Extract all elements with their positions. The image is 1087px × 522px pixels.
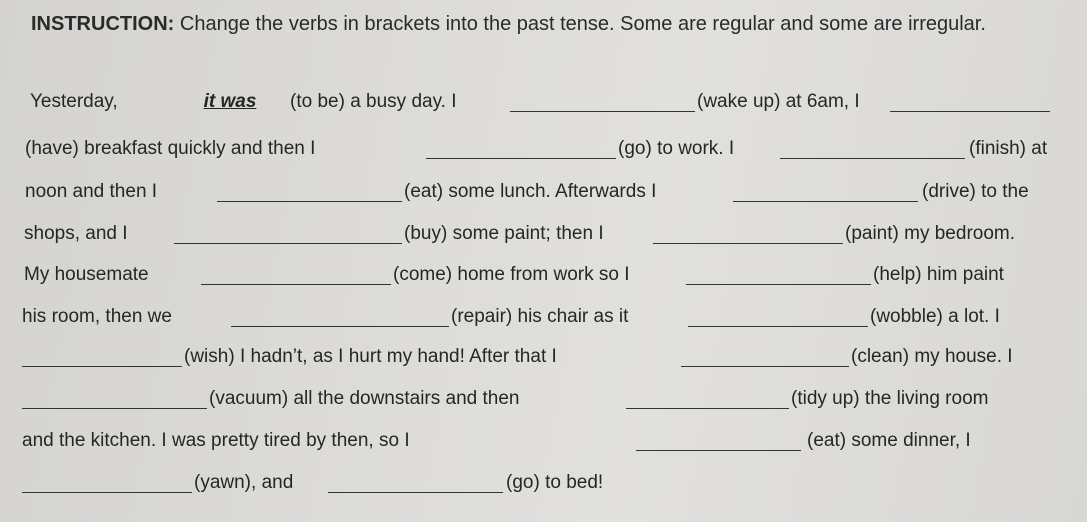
answer-blank[interactable] bbox=[510, 89, 695, 112]
answer-blank[interactable] bbox=[688, 304, 868, 327]
answer-blank[interactable] bbox=[201, 262, 391, 285]
text-segment: (yawn), and bbox=[194, 472, 294, 493]
text-segment: (wake up) at 6am, I bbox=[697, 91, 860, 112]
text-segment: (paint) my bedroom. bbox=[845, 223, 1016, 244]
text-segment: (eat) some lunch. Afterwards I bbox=[404, 181, 657, 202]
text-segment: (eat) some dinner, I bbox=[807, 430, 971, 451]
text-segment: (buy) some paint; then I bbox=[404, 223, 604, 244]
text-segment: (wobble) a lot. I bbox=[870, 306, 1000, 327]
answer-blank[interactable] bbox=[733, 179, 918, 202]
answer-blank[interactable] bbox=[636, 428, 801, 451]
text-segment: (come) home from work so I bbox=[393, 264, 630, 285]
text-segment: (help) him paint bbox=[873, 264, 1004, 285]
exercise-line-9 bbox=[22, 428, 1072, 456]
answer-blank[interactable] bbox=[217, 179, 402, 202]
exercise-line-3 bbox=[22, 179, 1072, 207]
text-segment: (drive) to the bbox=[922, 181, 1029, 202]
exercise-line-2 bbox=[22, 136, 1072, 164]
text-segment: (repair) his chair as it bbox=[451, 306, 629, 327]
answer-blank[interactable] bbox=[22, 344, 182, 367]
text-segment: Yesterday, bbox=[30, 91, 118, 112]
text-segment: (go) to bed! bbox=[506, 472, 604, 493]
exercise-line-4 bbox=[22, 221, 1072, 249]
text-segment: (to be) a busy day. I bbox=[290, 91, 457, 112]
answer-blank[interactable] bbox=[328, 470, 503, 493]
text-segment: (have) breakfast quickly and then I bbox=[25, 138, 316, 159]
text-segment: (vacuum) all the downstairs and then bbox=[209, 388, 520, 409]
instruction-text: Change the verbs in brackets into the past tense. Some are regular and some are irregular. bbox=[179, 13, 986, 35]
answer-blank[interactable] bbox=[426, 136, 616, 159]
text-segment: (wish) I hadn’t, as I hurt my hand! After that I bbox=[184, 346, 557, 367]
answer-example: it was bbox=[203, 91, 257, 112]
answer-blank[interactable] bbox=[22, 470, 192, 493]
answer-blank[interactable] bbox=[174, 221, 402, 244]
exercise-line-5 bbox=[22, 262, 1072, 290]
answer-blank[interactable] bbox=[681, 344, 849, 367]
text-segment: noon and then I bbox=[25, 181, 158, 202]
exercise-line-1 bbox=[22, 89, 1072, 117]
answer-blank[interactable] bbox=[22, 386, 207, 409]
exercise-line-8 bbox=[22, 386, 1072, 414]
text-segment: (finish) at bbox=[969, 138, 1048, 159]
exercise-line-7 bbox=[22, 344, 1072, 372]
text-segment: (tidy up) the living room bbox=[791, 388, 989, 409]
answer-blank[interactable] bbox=[653, 221, 843, 244]
text-segment: his room, then we bbox=[22, 306, 172, 327]
text-segment: My housemate bbox=[24, 264, 149, 285]
answer-blank[interactable] bbox=[890, 89, 1050, 112]
exercise-line-6 bbox=[22, 304, 1072, 332]
instruction-label: INSTRUCTION: bbox=[31, 13, 175, 35]
exercise-line-10 bbox=[22, 470, 1072, 498]
answer-blank[interactable] bbox=[231, 304, 449, 327]
text-segment: and the kitchen. I was pretty tired by then, so I bbox=[22, 430, 410, 451]
text-segment: (go) to work. I bbox=[618, 138, 735, 159]
instruction bbox=[31, 12, 1061, 36]
answer-blank[interactable] bbox=[626, 386, 789, 409]
text-segment: (clean) my house. I bbox=[851, 346, 1013, 367]
text-segment: shops, and I bbox=[24, 223, 128, 244]
answer-blank[interactable] bbox=[780, 136, 965, 159]
answer-blank[interactable] bbox=[686, 262, 871, 285]
